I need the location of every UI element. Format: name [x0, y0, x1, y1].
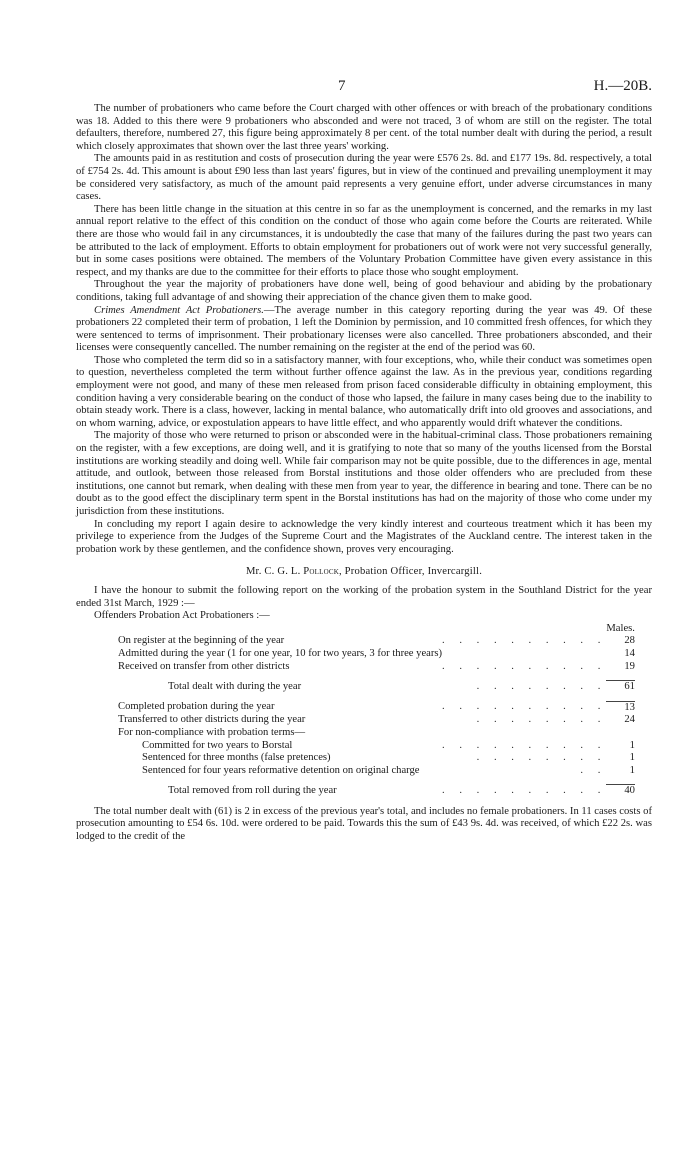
paragraph: Those who completed the term did so in a satisfactory manner, with four exceptions, who, while their conduct was sometimes open to question, nevertheless completed the term without further offence against the law. As in the previous year, conditions regarding employment were not good, and many of these men released from prison faced considerable difficulty in obtaining employment, this condition having a very considerable bearing on the conduct of those who lapsed, the failure in many cases being due to the inability to obtain steady work. There is a class, however, lacking in mental balance, who automatically drift into old grooves and associations, and on whom warning, advice, or expostulation appears to have little effect, and who apparently would drift whatever the conditions.	[76, 354, 652, 429]
paragraph: The number of probationers who came before the Court charged with other offences or with breach of the probationary conditions was 18. Added to this there were 9 probationers who absconded and were not traced, 3 of whom are still on the register. The total defaulters, therefore, numbered 27, this figure being approximately 8 per cent. of the total number dealt with during the period, a result which closely approximates that shown over the last three years' working.	[76, 103, 652, 152]
statistics-table	[118, 623, 635, 798]
page-number: 7	[338, 78, 346, 94]
table-row: For non-compliance with probation terms—	[118, 726, 306, 738]
paragraph: Throughout the year the majority of probationers have done well, being of good behaviour and abiding by the probationary conditions, taking full advantage of and showing their appreciation of the chance given them to make good.	[76, 279, 652, 303]
table-row: Committed for two years to Borstal . . . . . . . . . . 1	[142, 739, 635, 751]
intro-paragraph: I have the honour to submit the following report on the working of the probation system in the Southland District for the year ended 31st March, 1929 :—	[76, 584, 652, 609]
table-row: Transferred to other districts during the year . . . . . . . . 24	[118, 714, 635, 726]
closing-paragraph: The total number dealt with (61) is 2 in excess of the previous year's total, and includes no female probationers. In 11 cases costs of prosecution amounting to £54 6s. 10d. were ordered to be paid. Towards this the sum of £43 9s. 4d. was received, of which £22 2s. was lodged to the credit of the	[76, 805, 652, 843]
table-row: Admitted during the year (1 for one year, 10 for two years, 3 for three years) 14	[118, 647, 635, 659]
crimes-lead: Crimes Amendment Act Probationers.	[94, 304, 264, 316]
paragraph: There has been little change in the situation at this centre in so far as the unemployment is concerned, and the remarks in my last annual report relative to the effect of this condition on the conduct of those who again come before the Courts are reiterated. While there are those who would fail in any circumstances, it is undoubtedly the case that many of the failures during the past two years can be attributed to the lack of employment. Efforts to obtain employment for probationers out of work were not very successful generally, but in some cases positions were obtained. The members of the Voluntary Probation Committee have given every assistance in this respect, and my thanks are due to the committee for their efforts to place those who sought employment.	[76, 203, 652, 278]
column-header-males: Males.	[606, 622, 635, 634]
table-row: Received on transfer from other districts . . . . . . . . . . 19	[118, 660, 635, 672]
document-reference: H.—20B.	[593, 78, 652, 94]
page-header	[76, 78, 652, 98]
table-row: On register at the beginning of the year . . . . . . . . . . 28	[118, 635, 635, 647]
table-row: Sentenced for three months (false pretences) . . . . . . . . 1	[142, 752, 635, 764]
officer-heading: Mr. C. G. L. Pollock, Probation Officer, Invercargill.	[245, 566, 483, 578]
table-row: Sentenced for four years reformative detention on original charge . . 1	[142, 764, 635, 776]
crimes-text: —The average number in this category reporting during the year was 49. Of these probationers 22 completed their term of probation, 1 left the Dominion by permission, and 10 committed fresh offences, for which they were sentenced to terms of imprisonment. Their probationary licenses were also cancelled. Three probationers absconded, and their licenses were consequently cancelled. The number remaining on the register at the end of the period was 60.	[76, 304, 652, 354]
document-body	[76, 103, 652, 844]
paragraph: In concluding my report I again desire to acknowledge the very kindly interest and courteous treatment which it has been my privilege to experience from the Judges of the Supreme Court and the Magistrates of the Auckland centre. The interest taken in the probation work by these gentlemen, and the confidence shown, proves very encouraging.	[76, 518, 652, 555]
paragraph: The majority of those who were returned to prison or absconded were in the habitual-criminal class. Those probationers remaining on the register, with a few exceptions, are doing well, and it is gratifying to note that so many of the youths licensed from the Borstal institutions are working steadily and doing well. While fair comparison may not be quite possible, due to the differences in age, mental attitude, and outlook, between those released from Borstal institutions and those older offenders who are precluded from these institutions, one cannot but remark, when dealing with these men from year to year, the difference in bearing and tone. There can be no doubt as to the good effect the disciplinary term spent in the Borstal institutions has had on the majority of those who come under my jurisdiction from these institutions.	[76, 430, 652, 517]
officer-surname: Pollock	[303, 566, 339, 578]
total-row: Total dealt with during the year . . . . . . . . 61	[168, 680, 635, 693]
crimes-paragraph	[76, 305, 652, 355]
act-heading: Offenders Probation Act Probationers :—	[94, 610, 270, 622]
paragraph: The amounts paid in as restitution and costs of prosecution during the year were £576 2s. 8d. and £177 19s. 8d. respectively, a total of £754 2s. 4d. This amount is about £90 less than last years' figures, but in view of the continued and prevailing unemployment it may be considered very satisfactory, as much of the amount paid represents a very genuine effort, under adverse circumstances in many cases.	[76, 153, 652, 203]
table-row: Completed probation during the year . . . . . . . . . . 13	[118, 701, 635, 713]
total-row: Total removed from roll during the year . . . . . . . . . . 40	[168, 784, 635, 797]
